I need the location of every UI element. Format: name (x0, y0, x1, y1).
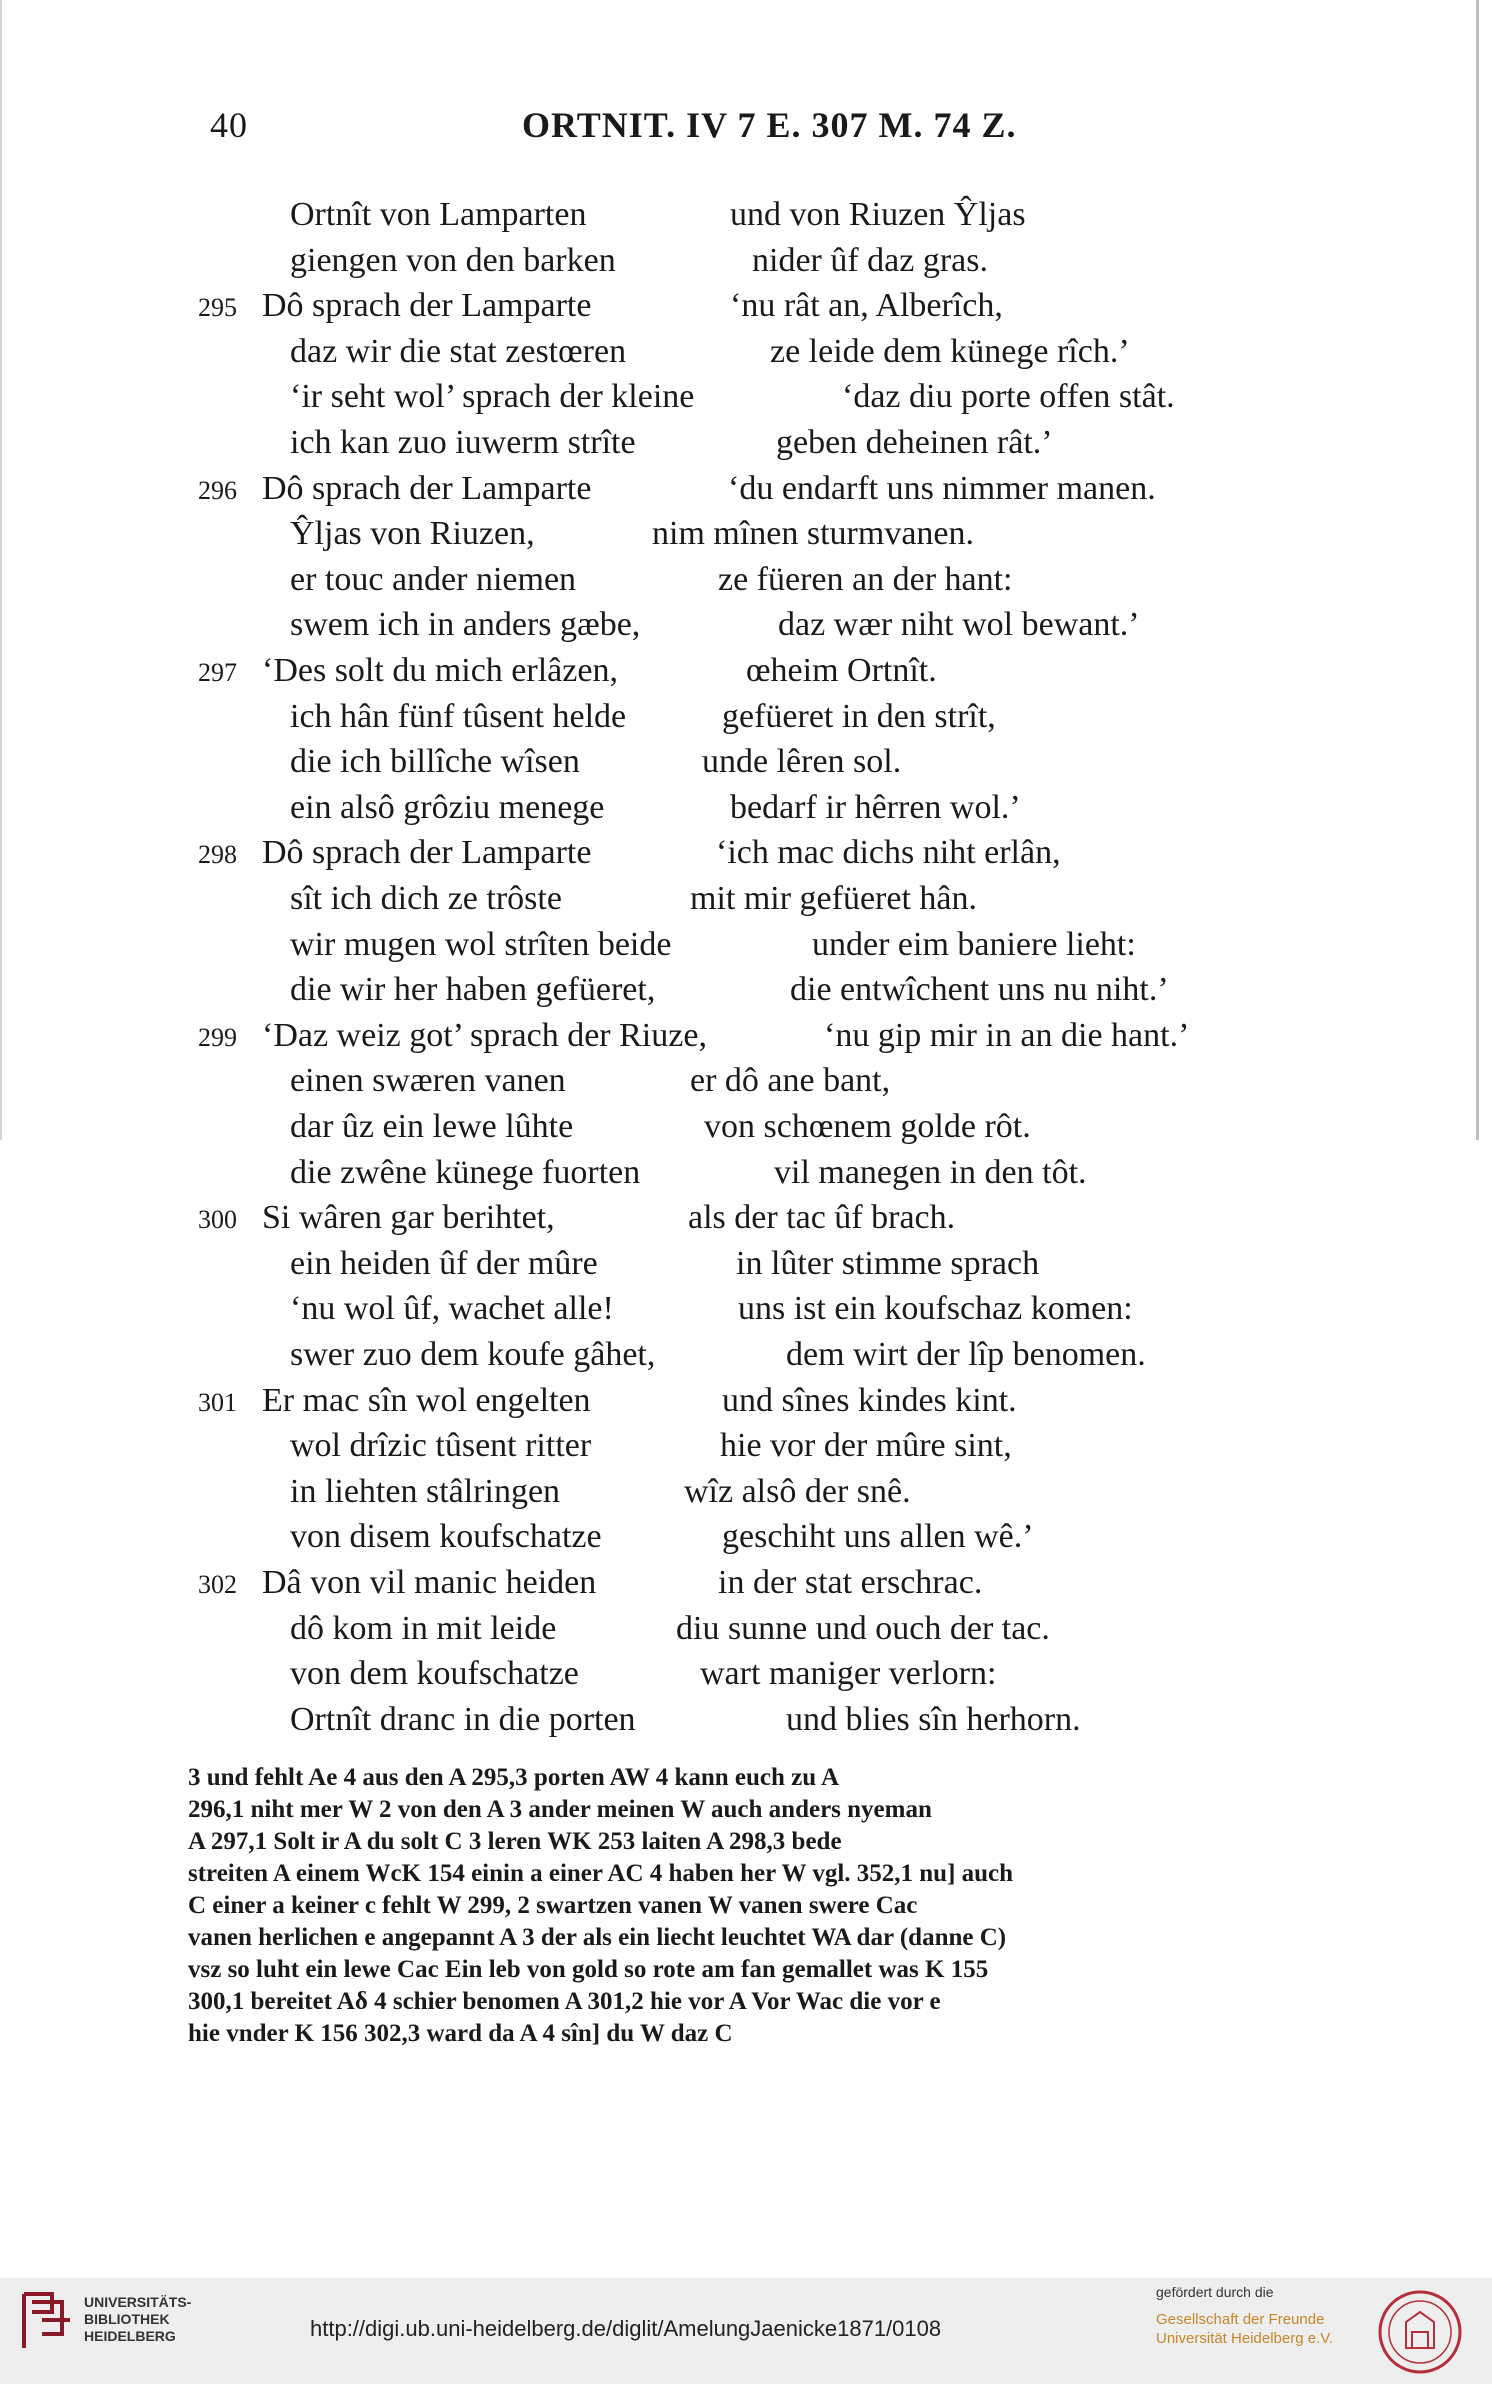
apparatus-line: vanen herlichen e angepannt A 3 der als ein liecht leuchtet WA dar (danne C) (188, 1924, 1007, 1951)
verse-second-half: und blies sîn herhorn. (786, 1700, 1081, 1738)
verse-second-half: wart maniger verlorn: (700, 1655, 997, 1693)
verse-line (0, 743, 1492, 787)
verse-first-half: von dem koufschatze (290, 1655, 579, 1693)
library-name (84, 2294, 191, 2345)
verse-second-half: in der stat erschrac. (718, 1564, 983, 1601)
stanza-number: 302 (198, 1570, 237, 1599)
verse-second-half: geben deheinen rât.’ (776, 424, 1053, 461)
verse-second-half: geschiht uns allen wê.’ (722, 1518, 1034, 1556)
verse-second-half: uns ist ein koufschaz komen: (738, 1290, 1133, 1328)
verse-line (0, 1610, 1492, 1654)
stanza-number: 301 (198, 1387, 237, 1417)
verse-second-half: hie vor der mûre sint, (720, 1427, 1012, 1465)
verse-first-half: die wir her haben gefüeret, (290, 971, 656, 1009)
verse-second-half: als der tac ûf brach. (688, 1199, 956, 1237)
verse-second-half: er dô ane bant, (690, 1062, 891, 1100)
verse-second-half: bedarf ir hêrren wol.’ (730, 788, 1021, 826)
verse-second-half: ‘daz diu porte offen stât. (842, 378, 1175, 416)
society-line: Universität Heidelberg e.V. (1156, 2330, 1334, 2347)
verse-second-half: und sînes kindes kint. (722, 1381, 1017, 1419)
verse-line (0, 1564, 1492, 1608)
verse-line (0, 1290, 1492, 1334)
verse-second-half: die entwîchent uns nu niht.’ (790, 971, 1169, 1009)
verse-line (0, 834, 1492, 878)
verse-first-half: daz wir die stat zestœren (290, 332, 627, 370)
verse-line (0, 287, 1492, 331)
verse-first-half: ‘nu wol ûf, wachet alle! (290, 1290, 614, 1328)
verse-first-half: Er mac sîn wol engelten (262, 1381, 591, 1419)
verse-first-half: swem ich in anders gæbe, (290, 606, 641, 644)
verse-line (0, 1199, 1492, 1243)
apparatus-line: 300,1 bereitet Aδ 4 schier benomen A 301,2 hie vor A Vor Wac die vor e (188, 1988, 941, 2015)
running-header (200, 104, 1100, 154)
verse-line (0, 515, 1492, 559)
verse-second-half: diu sunne und ouch der tac. (676, 1609, 1050, 1647)
page-number: 40 (210, 105, 248, 145)
verse-first-half: von disem koufschatze (290, 1518, 602, 1556)
verse-second-half: ‘nu gip mir in an die hant.’ (824, 1016, 1190, 1054)
verse-first-half: Dô sprach der Lamparte (262, 469, 592, 507)
verse-first-half: ein alsô grôziu menege (290, 788, 605, 826)
verse-line (0, 378, 1492, 422)
verse-second-half: nider ûf daz gras. (752, 241, 989, 279)
apparatus-line: C einer a keiner c fehlt W 299, 2 swartzen vanen W vanen swere Cac (188, 1892, 918, 1919)
verse-first-half: Ŷljas von Riuzen, (290, 515, 535, 553)
verse-first-half: ich hân fünf tûsent helde (290, 697, 627, 735)
verse-first-half: wir mugen wol strîten beide (290, 925, 672, 963)
verse-second-half: und von Riuzen Ŷljas (730, 196, 1026, 233)
apparatus-line: hie vnder K 156 302,3 ward da A 4 sîn] du W daz C (188, 2020, 733, 2047)
verse-first-half: ‘Daz weiz got’ sprach der Riuze, (262, 1016, 707, 1054)
verse-second-half: under eim baniere lieht: (812, 925, 1136, 963)
verse-second-half: gefüeret in den strît, (722, 697, 996, 735)
verse-line (0, 880, 1492, 924)
verse-first-half: einen swæren vanen (290, 1062, 566, 1100)
verse-line (0, 1655, 1492, 1699)
verse-line (0, 789, 1492, 833)
verse-first-half: Dô sprach der Lamparte (262, 834, 592, 872)
verse-line (0, 1701, 1492, 1745)
sponsor-society (1156, 2310, 1333, 2348)
verse-line (0, 1017, 1492, 1061)
verse-second-half: unde lêren sol. (702, 743, 902, 781)
verse-line (0, 1062, 1492, 1106)
verse-first-half: Si wâren gar berihtet, (262, 1199, 555, 1237)
verse-second-half: vil manegen in den tôt. (774, 1153, 1087, 1191)
library-name-line: BIBLIOTHEK (84, 2311, 170, 2327)
verse-second-half: von schœnem golde rôt. (704, 1108, 1031, 1145)
verse-first-half: ich kan zuo iuwerm strîte (290, 424, 636, 461)
verse-second-half: nim mînen sturmvanen. (652, 515, 975, 553)
verse-first-half: swer zuo dem koufe gâhet, (290, 1336, 656, 1373)
verse-second-half: in lûter stimme sprach (736, 1244, 1040, 1282)
apparatus-line: A 297,1 Solt ir A du solt C 3 leren WK 253 laiten A 298,3 bede (188, 1828, 842, 1855)
verse-line (0, 1427, 1492, 1471)
stanza-number: 300 (198, 1205, 237, 1235)
apparatus-line: 296,1 niht mer W 2 von den A 3 ander meinen W auch anders nyeman (188, 1796, 932, 1823)
verse-second-half: wîz alsô der snê. (684, 1472, 911, 1510)
critical-apparatus (188, 1762, 1308, 2050)
verse-first-half: Dô sprach der Lamparte (262, 287, 592, 325)
library-name-line: UNIVERSITÄTS- (84, 2294, 192, 2310)
verse-line (0, 424, 1492, 468)
verse-first-half: dar ûz ein lewe lûhte (290, 1108, 574, 1145)
verse-line (0, 1108, 1492, 1152)
verse-first-half: ein heiden ûf der mûre (290, 1244, 598, 1282)
permalink-url[interactable]: http://digi.ub.uni-heidelberg.de/diglit/AmelungJaenicke1871/0108 (310, 2316, 942, 2341)
verse-second-half: ze füeren an der hant: (718, 560, 1013, 598)
verse-second-half: daz wær niht wol bewant.’ (778, 606, 1140, 644)
verse-first-half: Ortnît dranc in die porten (290, 1700, 636, 1738)
verse-line (0, 606, 1492, 650)
verse-first-half: Ortnît von Lamparten (290, 196, 587, 233)
verse-first-half: die zwêne künege fuorten (290, 1153, 641, 1191)
verse-first-half: in liehten stâlringen (290, 1472, 561, 1510)
verse-second-half: dem wirt der lîp benomen. (786, 1336, 1146, 1373)
library-logo-icon (18, 2290, 74, 2352)
verse-second-half: ‘nu rât an, Alberîch, (730, 287, 1003, 325)
society-line: Gesellschaft der Freunde (1156, 2311, 1325, 2328)
verse-line (0, 1154, 1492, 1198)
verse-line (0, 698, 1492, 742)
sponsor-label: gefördert durch die (1156, 2284, 1274, 2300)
library-name-line: HEIDELBERG (84, 2328, 176, 2344)
stanza-number: 299 (198, 1022, 237, 1052)
university-seal-icon (1376, 2288, 1464, 2376)
stanza-number: 295 (198, 293, 237, 323)
verse-first-half: wol drîzic tûsent ritter (290, 1427, 592, 1465)
verse-first-half: er touc ander niemen (290, 560, 577, 598)
verse-second-half: mit mir gefüeret hân. (690, 880, 978, 917)
verse-first-half: giengen von den barken (290, 241, 616, 279)
verse-first-half: sît ich dich ze trôste (290, 880, 562, 917)
stanza-number: 296 (198, 475, 237, 505)
verse-first-half: ‘Des solt du mich erlâzen, (262, 652, 618, 689)
verse-second-half: ze leide dem künege rîch.’ (770, 332, 1130, 370)
stanza-number: 297 (198, 658, 237, 687)
verse-line (0, 333, 1492, 377)
verse-line (0, 1382, 1492, 1426)
verse-line (0, 561, 1492, 605)
verse-second-half: ‘du endarft uns nimmer manen. (728, 469, 1156, 507)
verse-line (0, 470, 1492, 514)
verse-line (0, 1518, 1492, 1562)
verse-first-half: ‘ir seht wol’ sprach der kleine (290, 378, 695, 416)
verse-first-half: Dâ von vil manic heiden (262, 1564, 597, 1601)
running-title: ORTNIT. IV 7 E. 307 M. 74 Z. (522, 105, 1017, 145)
verse-first-half: die ich billîche wîsen (290, 743, 580, 781)
verse-line (0, 1245, 1492, 1289)
verse-line (0, 242, 1492, 286)
apparatus-line: vsz so luht ein lewe Cac Ein leb von gold so rote am fan gemallet was K 155 (188, 1956, 989, 1983)
verse-line (0, 1473, 1492, 1517)
stanza-number: 298 (198, 840, 237, 870)
verse-line (0, 196, 1492, 240)
verse-line (0, 652, 1492, 696)
verse-line (0, 971, 1492, 1015)
apparatus-line: streiten A einem WcK 154 einin a einer AC 4 haben her W vgl. 352,1 nu] auch (188, 1860, 1014, 1887)
verse-line (0, 1336, 1492, 1380)
verse-second-half: œheim Ortnît. (746, 652, 937, 689)
apparatus-line: 3 und fehlt Ae 4 aus den A 295,3 porten AW 4 kann euch zu A (188, 1764, 840, 1791)
verse-line (0, 926, 1492, 970)
verse-first-half: dô kom in mit leide (290, 1609, 557, 1647)
verse-second-half: ‘ich mac dichs niht erlân, (716, 834, 1061, 872)
